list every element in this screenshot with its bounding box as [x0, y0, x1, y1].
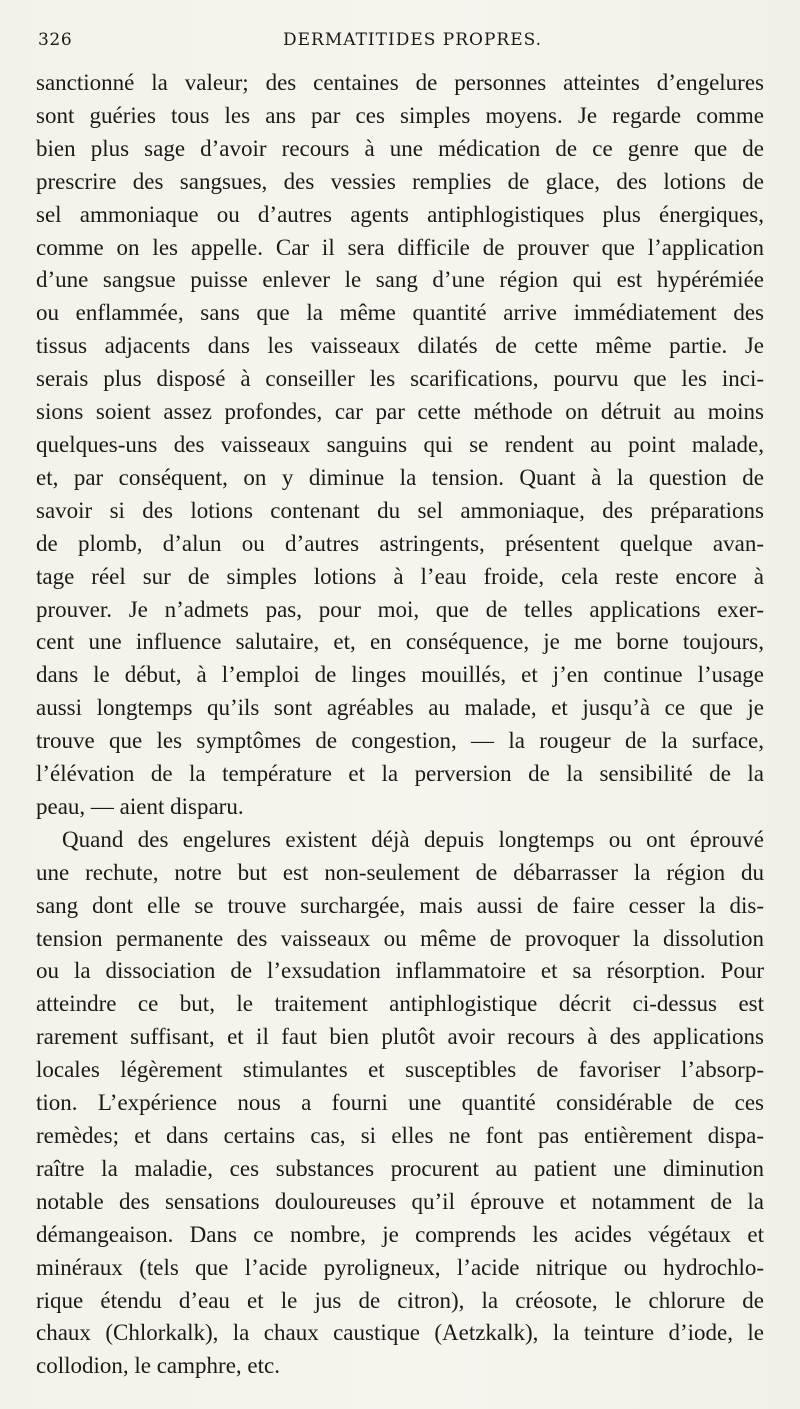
text-line: locales légèrement stimulantes et susceptibles de favoriser l’absorp- [36, 1057, 764, 1083]
text-line: dans le début, à l’emploi de linges mouillés, et j’en continue l’usage [36, 662, 764, 688]
text-line: peau, — aient disparu. [36, 793, 244, 819]
text-line: prescrire des sangsues, des vessies remplies de glace, des lotions de [36, 168, 764, 194]
text-line: comme on les appelle. Car il sera difficile de prouver que l’application [36, 234, 764, 260]
text-line: sions soient assez profondes, car par cette méthode on détruit au moins [36, 399, 764, 425]
text-line: notable des sensations douloureuses qu’il éprouve et notamment de la [36, 1188, 764, 1214]
text-line: trouve que les symptômes de congestion, — la rougeur de la surface, [36, 728, 764, 754]
text-line: sont guéries tous les ans par ces simples moyens. Je regarde comme [36, 102, 764, 128]
page-header [38, 24, 758, 60]
text-line: aussi longtemps qu’ils sont agréables au malade, et jusqu’à ce que je [36, 695, 764, 721]
text-line: sanctionné la valeur; des centaines de personnes atteintes d’engelures [36, 70, 764, 95]
text-line: savoir si des lotions contenant du sel ammoniaque, des préparations [36, 497, 764, 523]
text-line: minéraux (tels que l’acide pyroligneux, l’acide nitrique ou hydrochlo- [36, 1254, 764, 1280]
text-line: Quand des engelures existent déjà depuis longtemps ou ont éprouvé [62, 826, 764, 852]
text-line: une rechute, notre but est non-seulement de débarrasser la région du [36, 859, 764, 885]
text-line: quelques-uns des vaisseaux sanguins qui se rendent au point malade, [36, 431, 764, 457]
text-line: et, par conséquent, on y diminue la tension. Quant à la question de [36, 464, 764, 490]
text-line: tion. L’expérience nous a fourni une quantité considérable de ces [36, 1090, 764, 1116]
text-line: atteindre ce but, le traitement antiphlogistique décrit ci-dessus est [36, 991, 764, 1017]
text-line: cent une influence salutaire, et, en conséquence, je me borne toujours, [36, 629, 764, 655]
text-line: bien plus sage d’avoir recours à une médication de ce genre que de [36, 135, 764, 161]
text-line: sang dont elle se trouve surchargée, mais aussi de faire cesser la dis- [36, 892, 764, 918]
running-title: DERMATITIDES PROPRES. [283, 30, 543, 50]
text-line: rarement suffisant, et il faut bien plutôt avoir recours à des applications [36, 1024, 764, 1050]
text-line: chaux (Chlorkalk), la chaux caustique (Aetzkalk), la teinture d’iode, le [36, 1320, 764, 1346]
text-line: ou enflammée, sans que la même quantité arrive immédiatement des [36, 300, 764, 326]
text-line: tissus adjacents dans les vaisseaux dilatés de cette même partie. Je [36, 333, 764, 359]
text-line: remèdes; et dans certains cas, si elles ne font pas entièrement dispa- [36, 1123, 764, 1148]
paragraph [36, 67, 764, 824]
text-line: serais plus disposé à conseiller les scarifications, pourvu que les inci- [36, 366, 764, 392]
text-line: raître la maladie, ces substances procurent au patient une diminution [36, 1155, 764, 1181]
paragraph [36, 824, 764, 1383]
text-line: de plomb, d’alun ou d’autres astringents, présentent quelque avan- [36, 530, 764, 556]
text-line: ou la dissociation de l’exsudation inflammatoire et sa résorption. Pour [36, 958, 764, 984]
text-line: collodion, le camphre, etc. [36, 1353, 280, 1379]
text-line: rique étendu d’eau et le jus de citron), la créosote, le chlorure de [36, 1287, 764, 1313]
text-line: l’élévation de la température et la perversion de la sensibilité de la [36, 761, 764, 787]
text-line: démangeaison. Dans ce nombre, je comprends les acides végétaux et [36, 1221, 764, 1247]
text-line: tension permanente des vaisseaux ou même de provoquer la dissolution [36, 925, 764, 951]
page-body [36, 67, 764, 1383]
page-number: 326 [38, 30, 73, 50]
text-line: tage réel sur de simples lotions à l’eau froide, cela reste encore à [36, 563, 764, 589]
text-line: prouver. Je n’admets pas, pour moi, que de telles applications exer- [36, 596, 764, 622]
text-line: d’une sangsue puisse enlever le sang d’une région qui est hypérémiée [36, 267, 764, 293]
text-line: sel ammoniaque ou d’autres agents antiphlogistiques plus énergiques, [36, 201, 764, 227]
